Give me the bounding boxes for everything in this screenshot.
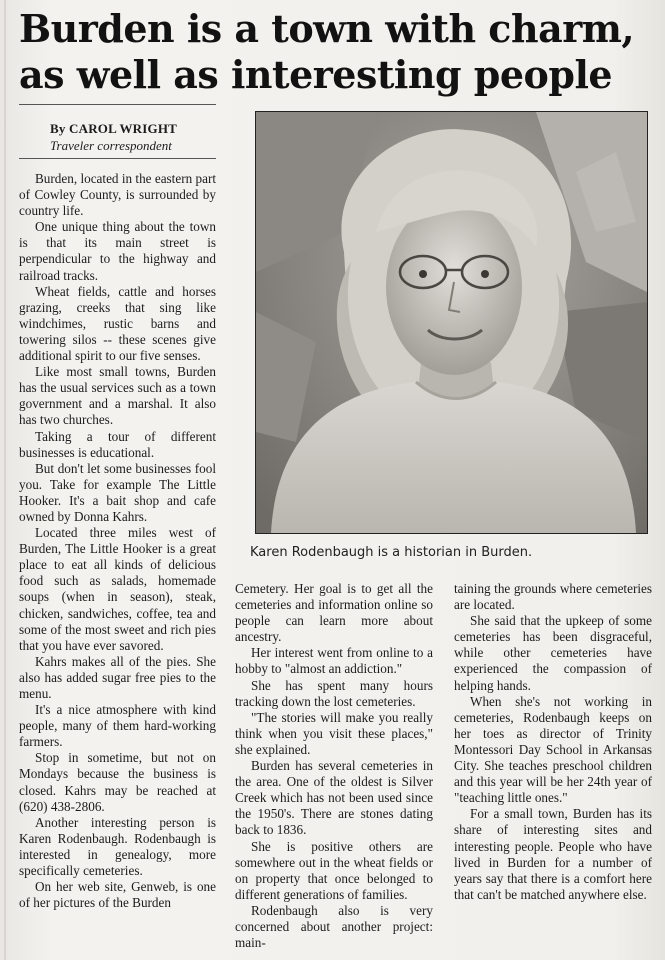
paragraph: Her interest went from online to a hobby to "almost an addiction." — [235, 645, 433, 677]
paragraph: One unique thing about the town is that its main street is perpendicular to the highway and railroad tracks. — [19, 219, 216, 283]
paragraph: Like most small towns, Burden has the usual services such as a town government and a marshal. It also has two churches. — [19, 364, 216, 428]
photo-caption: Karen Rodenbaugh is a historian in Burden. — [250, 545, 533, 560]
byline-author: By CAROL WRIGHT — [50, 121, 178, 136]
paragraph: Stop in sometime, but not on Mondays because the business is closed. Kahrs may be reached at (620) 438-2806. — [19, 750, 216, 814]
paragraph: "The stories will make you really think when you visit these places," she explained. — [235, 709, 433, 757]
paragraph: It's a nice atmosphere with kind people, many of them hard-working farmers. — [19, 702, 216, 750]
paragraph: Rodenbaugh also is very concerned about another project: main- — [235, 902, 433, 951]
page-edge-shadow — [4, 0, 6, 960]
paragraph: Burden, located in the eastern part of Cowley County, is surrounded by country life. — [19, 171, 216, 219]
paragraph: She is positive others are somewhere out in the wheat fields or on property that once belonged to different generations of families. — [235, 838, 433, 902]
headline-line-1: Burden is a town with charm, — [19, 6, 635, 51]
paragraph: For a small town, Burden has its share of interesting sites and interesting people. People who have lived in Burden for a number of years say that there is a comfort here that can't be matched anywhere else. — [454, 806, 652, 902]
paragraph: She said that the upkeep of some cemeteries has been disgraceful, while other cemeteries have experienced the compassion of helping hands. — [454, 613, 652, 693]
byline-rule — [19, 158, 216, 159]
paragraph: Located three miles west of Burden, The Little Hooker is a great place to eat all kinds of delicious food such as salads, homemade soups (when in season), steak, chicken, sandwiches, coffee, tea and some of the most sweet and rich pies that you have ever savored. — [19, 525, 216, 653]
portrait-illustration — [256, 112, 647, 533]
paragraph: taining the grounds where cemeteries are located. — [454, 581, 652, 613]
article-column-2 — [235, 581, 433, 951]
paragraph: Wheat fields, cattle and horses grazing, creeks that sing like windchimes, rustic barns and towering silos -- these scenes give additional spirit to our five senses. — [19, 283, 216, 364]
paragraph: Another interesting person is Karen Rodenbaugh. Rodenbaugh is interested in genealogy, more specifically cemeteries. — [19, 814, 216, 879]
article-column-3 — [454, 581, 652, 903]
paragraph: When she's not working in cemeteries, Rodenbaugh keeps on her toes as director of Trinity Montessori Day School in Arkansas City. She teaches preschool children and this year will be her 24th year of "teaching little ones." — [454, 693, 652, 806]
paragraph: But don't let some businesses fool you. Take for example The Little Hooker. It's a bait shop and cafe owned by Donna Kahrs. — [19, 460, 216, 524]
headline-rule — [19, 104, 216, 105]
paragraph: Cemetery. Her goal is to get all the cemeteries and information online so people can learn more about ancestry. — [235, 581, 433, 645]
portrait-photo — [255, 111, 648, 534]
paragraph: She has spent many hours tracking down the lost cemeteries. — [235, 677, 433, 709]
paragraph: On her web site, Genweb, is one of her pictures of the Burden — [19, 879, 216, 911]
article-headline — [19, 6, 659, 98]
paragraph: Kahrs makes all of the pies. She also has added sugar free pies to the menu. — [19, 653, 216, 701]
paragraph: Burden has several cemeteries in the area. One of the oldest is Silver Creek which has not been used since the 1950's. There are stones dating back to 1836. — [235, 758, 433, 838]
article-column-1 — [19, 171, 216, 911]
byline-role: Traveler correspondent — [50, 138, 172, 153]
headline-line-2: as well as interesting people — [19, 52, 613, 97]
paragraph: Taking a tour of different businesses is educational. — [19, 428, 216, 460]
